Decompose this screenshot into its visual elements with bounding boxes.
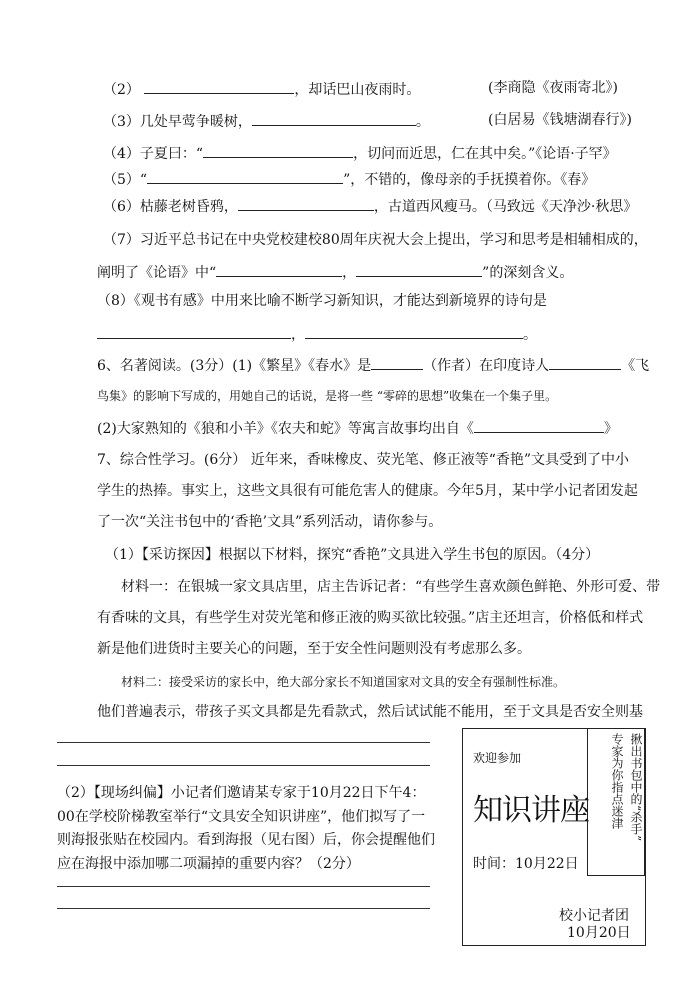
q8-mid: ， bbox=[291, 327, 305, 343]
q6main-c: 《飞 bbox=[621, 358, 650, 374]
material-2: 材料二：接受采访的家长中，绝大部分家长不知道国家对文具的安全有强制性标准。 bbox=[121, 675, 566, 689]
q6-post: ，古道西风瘦马。（马致远《天净沙·秋思》 bbox=[373, 199, 638, 215]
q3-post: 。 bbox=[415, 114, 430, 130]
q6main-a: 6、名著阅读。(3分）(1)《繁星》《春水》是 bbox=[97, 358, 372, 374]
q4-post: ，切问而近思，仁在其中矣。”《论语·子罕》 bbox=[353, 146, 617, 162]
question-8 bbox=[97, 324, 537, 344]
q7main-sub2-d: 应在海报中添加哪二项漏掉的重要内容？（2分） bbox=[57, 856, 360, 872]
q4-pre: （4）子夏曰：“ bbox=[103, 146, 204, 162]
q5-post: ”，不错的，像母亲的手抚摸着你。《春》 bbox=[343, 172, 596, 188]
q6main-blank-poet[interactable] bbox=[549, 355, 621, 370]
lecture-poster bbox=[462, 728, 646, 946]
material-2-b: 他们普遍表示，带孩子买文具都是先看款式，然后试试能不能用，至于文具是否安全则基 bbox=[97, 704, 643, 720]
q8-blank-2[interactable] bbox=[305, 324, 523, 339]
q6main-l3pre: (2)大家熟知的《狼和小羊》《农夫和蛇》等寓言故事均出自《 bbox=[97, 421, 474, 437]
q6main-line2: 鸟集》的影响下写成的，用她自己的话说，是将一些 “零碎的思想”收集在一个集子里。 bbox=[97, 389, 558, 403]
q6main-l3post: 》 bbox=[603, 421, 618, 437]
question-6 bbox=[103, 196, 637, 216]
q2-num: （2） bbox=[103, 82, 140, 98]
answer-line-3[interactable] bbox=[57, 886, 430, 887]
q7main-sub2-c: 则海报张贴在校园内。看到海报（见右图）后，你会提醒他们 bbox=[57, 832, 435, 848]
q7-blank-2[interactable] bbox=[356, 262, 482, 277]
question-2 bbox=[103, 79, 420, 99]
poster-org: 校小记者团 bbox=[559, 908, 629, 924]
question-7 bbox=[97, 262, 573, 282]
q7-mid: ， bbox=[342, 265, 357, 281]
answer-line-2[interactable] bbox=[57, 765, 430, 766]
q7main-line2: 学生的热捧。事实上，这些文具很有可能危害人的健康。今年5月，某中学小记者团发起 bbox=[97, 483, 638, 499]
q3-source: (白居易《钱塘湖春行》) bbox=[488, 112, 632, 128]
poster-time: 时间：10月22日 bbox=[473, 856, 579, 872]
question-5 bbox=[103, 169, 595, 189]
q6-pre: （6）枯藤老树昏鸦， bbox=[103, 199, 238, 215]
q5-pre: （5）“ bbox=[103, 172, 148, 188]
q2-source: (李商隐《夜雨寄北》) bbox=[488, 80, 618, 96]
material-1-b: 有香味的文具，有些学生对荧光笔和修正液的购买欲比较强。”店主还坦言，价格低和样式 bbox=[97, 610, 644, 626]
q7main-sub2-a: （2）【现场纠偏】小记者们邀请某专家于10月22日下午4： bbox=[57, 785, 426, 801]
q7main-line3: 了一次“关注书包中的‘香艳’文具”系列活动，请你参与。 bbox=[97, 514, 443, 530]
answer-line-4[interactable] bbox=[57, 908, 430, 909]
poster-welcome: 欢迎参加 bbox=[473, 751, 522, 765]
q4-blank[interactable] bbox=[203, 143, 353, 158]
answer-line-1[interactable] bbox=[57, 742, 430, 743]
q7main-sub2-b: 00在学校阶梯教室举行“文具安全知识讲座”，他们拟写了一 bbox=[57, 809, 426, 825]
q6main-blank-author[interactable] bbox=[371, 355, 423, 370]
q8-end: 。 bbox=[523, 327, 537, 343]
q7-blank-1[interactable] bbox=[216, 262, 342, 277]
poster-date: 10月20日 bbox=[567, 925, 631, 941]
q6main-b: （作者）在印度诗人 bbox=[423, 358, 550, 374]
q3-blank[interactable] bbox=[252, 111, 416, 126]
q7-line1: （7）习近平总书记在中央党校建校80周年庆祝大会上提出，学习和思考是相辅相成的， bbox=[103, 232, 648, 248]
material-1-c: 新是他们进货时主要关心的问题，至于安全性问题则没有考虑那么多。 bbox=[97, 641, 531, 657]
q7main-sub1: （1）【采访探因】根据以下材料，探究“香艳”文具进入学生书包的原因。（4分） bbox=[105, 547, 600, 563]
q7-post: ”的深刻含义。 bbox=[482, 265, 574, 281]
question-3 bbox=[103, 111, 430, 131]
q2-blank[interactable] bbox=[144, 79, 294, 94]
poster-vertical-1: 专家为你指点迷津 bbox=[610, 733, 624, 829]
q3-pre: 几处早莺争暖树， bbox=[139, 114, 252, 130]
poster-vertical-2: 揪出书包中的“杀手” bbox=[629, 733, 643, 842]
q6main-line1 bbox=[97, 355, 649, 375]
q6-blank[interactable] bbox=[238, 196, 374, 211]
q6main-line3 bbox=[97, 418, 618, 438]
q3-num: （3） bbox=[103, 114, 140, 130]
material-1-a: 材料一：在银城一家文具店里，店主告诉记者：“有些学生喜欢颜色鲜艳、外形可爱、带 bbox=[121, 579, 661, 595]
q7-pre: 阐明了《论语》中“ bbox=[97, 265, 217, 281]
poster-banner bbox=[587, 729, 645, 876]
poster-title: 知识讲座 bbox=[473, 793, 589, 828]
q7main-line1: 7、综合性学习。(6分） 近年来，香味橡皮、荧光笔、修正液等“香艳”文具受到了中小 bbox=[97, 452, 630, 468]
question-4 bbox=[103, 143, 617, 163]
q8-line1: （8）《观书有感》中用来比喻不断学习新知识，才能达到新境界的诗句是 bbox=[97, 293, 547, 309]
q6main-blank-book[interactable] bbox=[474, 418, 604, 433]
q2-text: ，却话巴山夜雨时。 bbox=[294, 82, 421, 98]
q5-blank[interactable] bbox=[147, 169, 343, 184]
q8-blank-1[interactable] bbox=[97, 324, 291, 339]
